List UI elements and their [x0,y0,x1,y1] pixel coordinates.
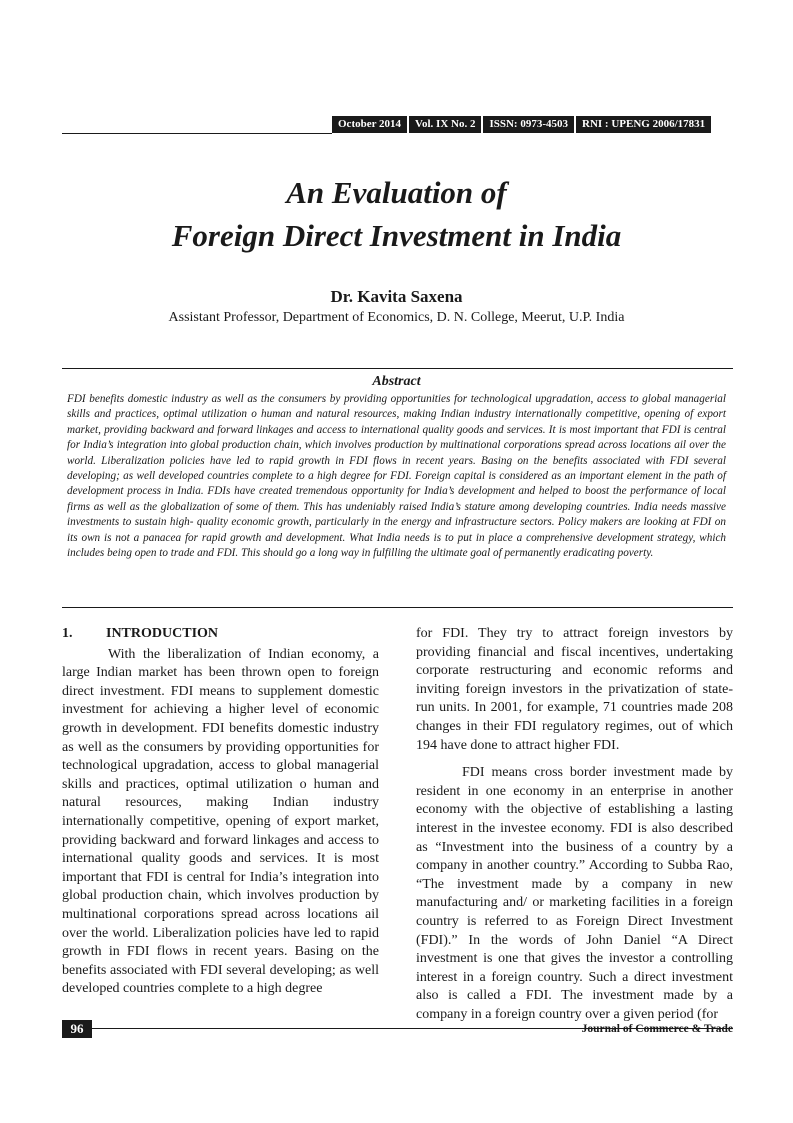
body-paragraph: for FDI. They try to attract foreign investors by providing financial and fiscal incentives, undertaking corporate restructuring and economic reforms and inviting foreign investors in the privatization of state-run units. In 2001, for example, 71 countries made 208 changes in their FDI regulatory regimes, out of which 194 have done to attract higher FDI. [416,626,733,753]
issn: ISSN: 0973-4503 [483,116,574,133]
section-number: 1. [62,626,73,641]
abstract-bottom-rule [62,607,733,608]
section-title: INTRODUCTION [106,626,219,641]
journal-name: Journal of Commerce & Trade [581,1023,733,1035]
author-name: Dr. Kavita Saxena [330,287,463,306]
issue-volume: Vol. IX No. 2 [409,116,481,133]
abstract-top-rule [62,368,733,369]
header-rule [62,133,332,134]
author-affiliation: Assistant Professor, Department of Economics, D. N. College, Meerut, U.P. India [168,310,625,325]
page-number: 96 [62,1020,92,1038]
body-paragraph: With the liberalization of Indian economy, a large Indian market has been thrown open to foreign direct investment. FDI means to supplement domestic investment for achieving a higher level of economic growth in development. FDI benefits domestic industry as well as the consumers by providing opportunities for technological upgradation, access to global managerial skills and practices, optimal utilization o human and natural resources, making Indian industry internationally competitive, opening of export market, providing backward and forward linkages and access to international quality goods and services. It is most important that FDI is central for India’s integration into global production chain, which involves production by multinational corporations spread across locations ail over the world. Liberalization policies have led to rapid growth in FDI flows in recent years. Basing on the benefits associated with FDI several developing; as well developed countries complete to a high degree [62,646,379,997]
rni-number: RNI : UPENG 2006/17831 [576,116,711,133]
issue-date: October 2014 [332,116,407,133]
body-paragraph: FDI means cross border investment made by resident in one economy in an enterprise in another economy with the objective of establishing a lasting interest in the investee economy. FDI is also described as “Investment into the business of a country by a company in another country.” According to Subba Rao, “The investment made by a company in new manufacturing and/ or marketing facilities in a foreign country is referred to as Foreign Direct Investment (FDI).” In the words of John Daniel “A Direct investment is one that gives the investor a controlling interest in a foreign country. Such a direct investment also is called a FDI. The investment made by a company in a foreign country over a given period (for [416,765,733,1022]
paper-title-line-1: An Evaluation of [286,175,507,210]
journal-issue-header [332,116,711,133]
section-heading [62,625,379,644]
body-left-column [62,625,379,999]
abstract-heading: Abstract [372,374,421,389]
body-right-column [416,625,733,1024]
abstract-text: FDI benefits domestic industry as well as the consumers by providing opportunities for technological upgradation, access to global managerial skills and practices, optimal utilization o human and natural resources, making Indian industry internationally competitive, opening of export market, providing backward and forward linkages and access to international quality goods and services. It is most important that FDI is central for India’s integration into global production chain, which involves production by multinational corporations spread across locations ail over the world. Liberalization policies have led to rapid growth in FDI flows in recent years. Basing on the benefits associated with FDI several developing; as well developed countries complete to a high degree for FDI. Foreign capital is considered as an important element in the path of development process in India. FDIs have created tremendous opportunity for India’s development and helped to boost the performance of local firms as well as the globalization of some of them. This has undeniably raised India’s stature among developing countries. India needs massive investments to sustain high- quality economic growth, particularly in the energy and infrastructure sectors. Policy makers are looking at FDI on its own is not a panacea for rapid growth and development. What India needs is to put in place a comprehensive development strategy, which includes being open to trade and FDI. This should go a long way in fulfilling the ultimate goal of permanently eradicating poverty. [67,393,726,560]
paper-title-line-2: Foreign Direct Investment in India [171,218,622,253]
